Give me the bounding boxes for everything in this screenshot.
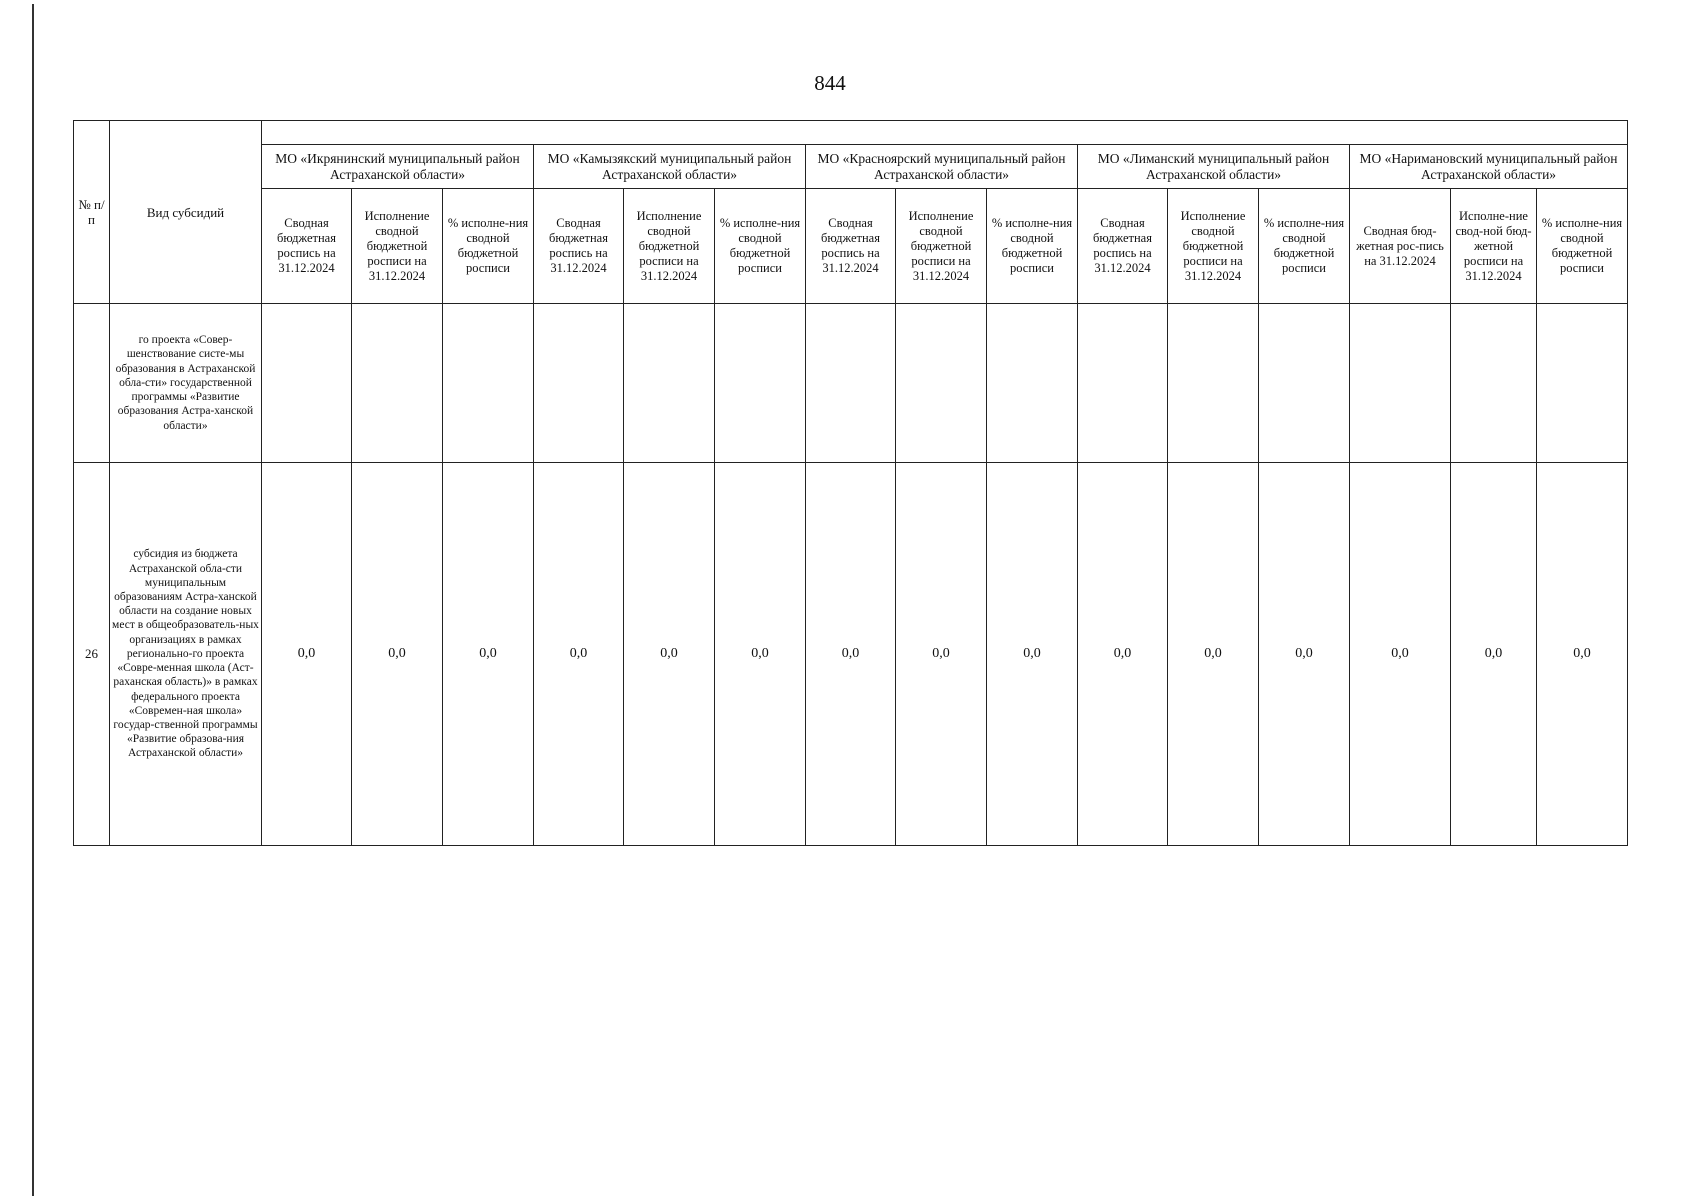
value-cell: 0,0 (1537, 463, 1628, 846)
value-cell: 0,0 (262, 463, 352, 846)
col-header: % исполне-ния сводной бюджетной росписи (443, 189, 534, 304)
col-header: % исполне-ния сводной бюджетной росписи (1537, 189, 1628, 304)
value-cell (1259, 304, 1350, 463)
value-cell: 0,0 (352, 463, 443, 846)
value-cell (443, 304, 534, 463)
col-header: Исполнение сводной бюджетной росписи на 31.12.2024 (352, 189, 443, 304)
col-num-header: № п/п (74, 121, 110, 304)
value-cell: 0,0 (1259, 463, 1350, 846)
col-header: Сводная бюджетная роспись на 31.12.2024 (806, 189, 896, 304)
col-header: Сводная бюд-жетная рос-пись на 31.12.2024 (1350, 189, 1451, 304)
value-cell: 0,0 (806, 463, 896, 846)
value-cell (1350, 304, 1451, 463)
mo-header: МО «Наримановский муниципальный район Астраханской области» (1350, 145, 1628, 189)
value-cell (1078, 304, 1168, 463)
value-cell: 0,0 (987, 463, 1078, 846)
col-header: % исполне-ния сводной бюджетной росписи (1259, 189, 1350, 304)
col-header: Исполне-ние свод-ной бюд-жетной росписи на 31.12.2024 (1451, 189, 1537, 304)
value-cell: 0,0 (1350, 463, 1451, 846)
col-header: Сводная бюджетная роспись на 31.12.2024 (1078, 189, 1168, 304)
value-cell: 0,0 (443, 463, 534, 846)
col-header: Сводная бюджетная роспись на 31.12.2024 (534, 189, 624, 304)
row-number (74, 304, 110, 463)
header-top-row (74, 121, 1628, 145)
table-row (74, 463, 1628, 846)
value-cell (1537, 304, 1628, 463)
col-header: Исполнение сводной бюджетной росписи на 31.12.2024 (624, 189, 715, 304)
value-cell (1168, 304, 1259, 463)
header-blank-cell (262, 121, 1628, 145)
subsidy-kind: субсидия из бюджета Астраханской обла-сти муниципальным образованиям Астра-ханской области на создание новых мест в общеобразователь-ных организациях в рамках регионально-го проекта «Совре-менная школа (Аст-раханская область)» в рамках федерального проекта «Современ-ная школа» государ-ственной программы «Развитие образова-ния Астраханской области» (110, 463, 262, 846)
value-cell (806, 304, 896, 463)
value-cell (352, 304, 443, 463)
value-cell: 0,0 (896, 463, 987, 846)
binding-line (32, 4, 34, 1196)
subsidy-kind: го проекта «Совер-шенствование систе-мы образования в Астраханской обла-сти» государственной программы «Развитие образования Астра-ханской области» (110, 304, 262, 463)
col-kind-header: Вид субсидий (110, 121, 262, 304)
row-number: 26 (74, 463, 110, 846)
mo-header: МО «Красноярский муниципальный район Астраханской области» (806, 145, 1078, 189)
value-cell: 0,0 (1168, 463, 1259, 846)
header-municipality-row (74, 145, 1628, 189)
value-cell (896, 304, 987, 463)
value-cell (624, 304, 715, 463)
subsidy-table (73, 120, 1628, 846)
mo-header: МО «Икрянинский муниципальный район Астраханской области» (262, 145, 534, 189)
col-header: % исполне-ния сводной бюджетной росписи (715, 189, 806, 304)
col-header: % исполне-ния сводной бюджетной росписи (987, 189, 1078, 304)
col-header: Сводная бюджетная роспись на 31.12.2024 (262, 189, 352, 304)
col-header: Исполнение сводной бюджетной росписи на 31.12.2024 (896, 189, 987, 304)
col-header: Исполнение сводной бюджетной росписи на 31.12.2024 (1168, 189, 1259, 304)
page-number: 844 (814, 71, 846, 95)
value-cell: 0,0 (534, 463, 624, 846)
value-cell (987, 304, 1078, 463)
value-cell: 0,0 (1451, 463, 1537, 846)
value-cell: 0,0 (624, 463, 715, 846)
value-cell: 0,0 (1078, 463, 1168, 846)
mo-header: МО «Лиманский муниципальный район Астраханской области» (1078, 145, 1350, 189)
value-cell (534, 304, 624, 463)
table-row (74, 304, 1628, 463)
value-cell (262, 304, 352, 463)
value-cell (715, 304, 806, 463)
header-column-row (74, 189, 1628, 304)
value-cell (1451, 304, 1537, 463)
mo-header: МО «Камызякский муниципальный район Астраханской области» (534, 145, 806, 189)
value-cell: 0,0 (715, 463, 806, 846)
